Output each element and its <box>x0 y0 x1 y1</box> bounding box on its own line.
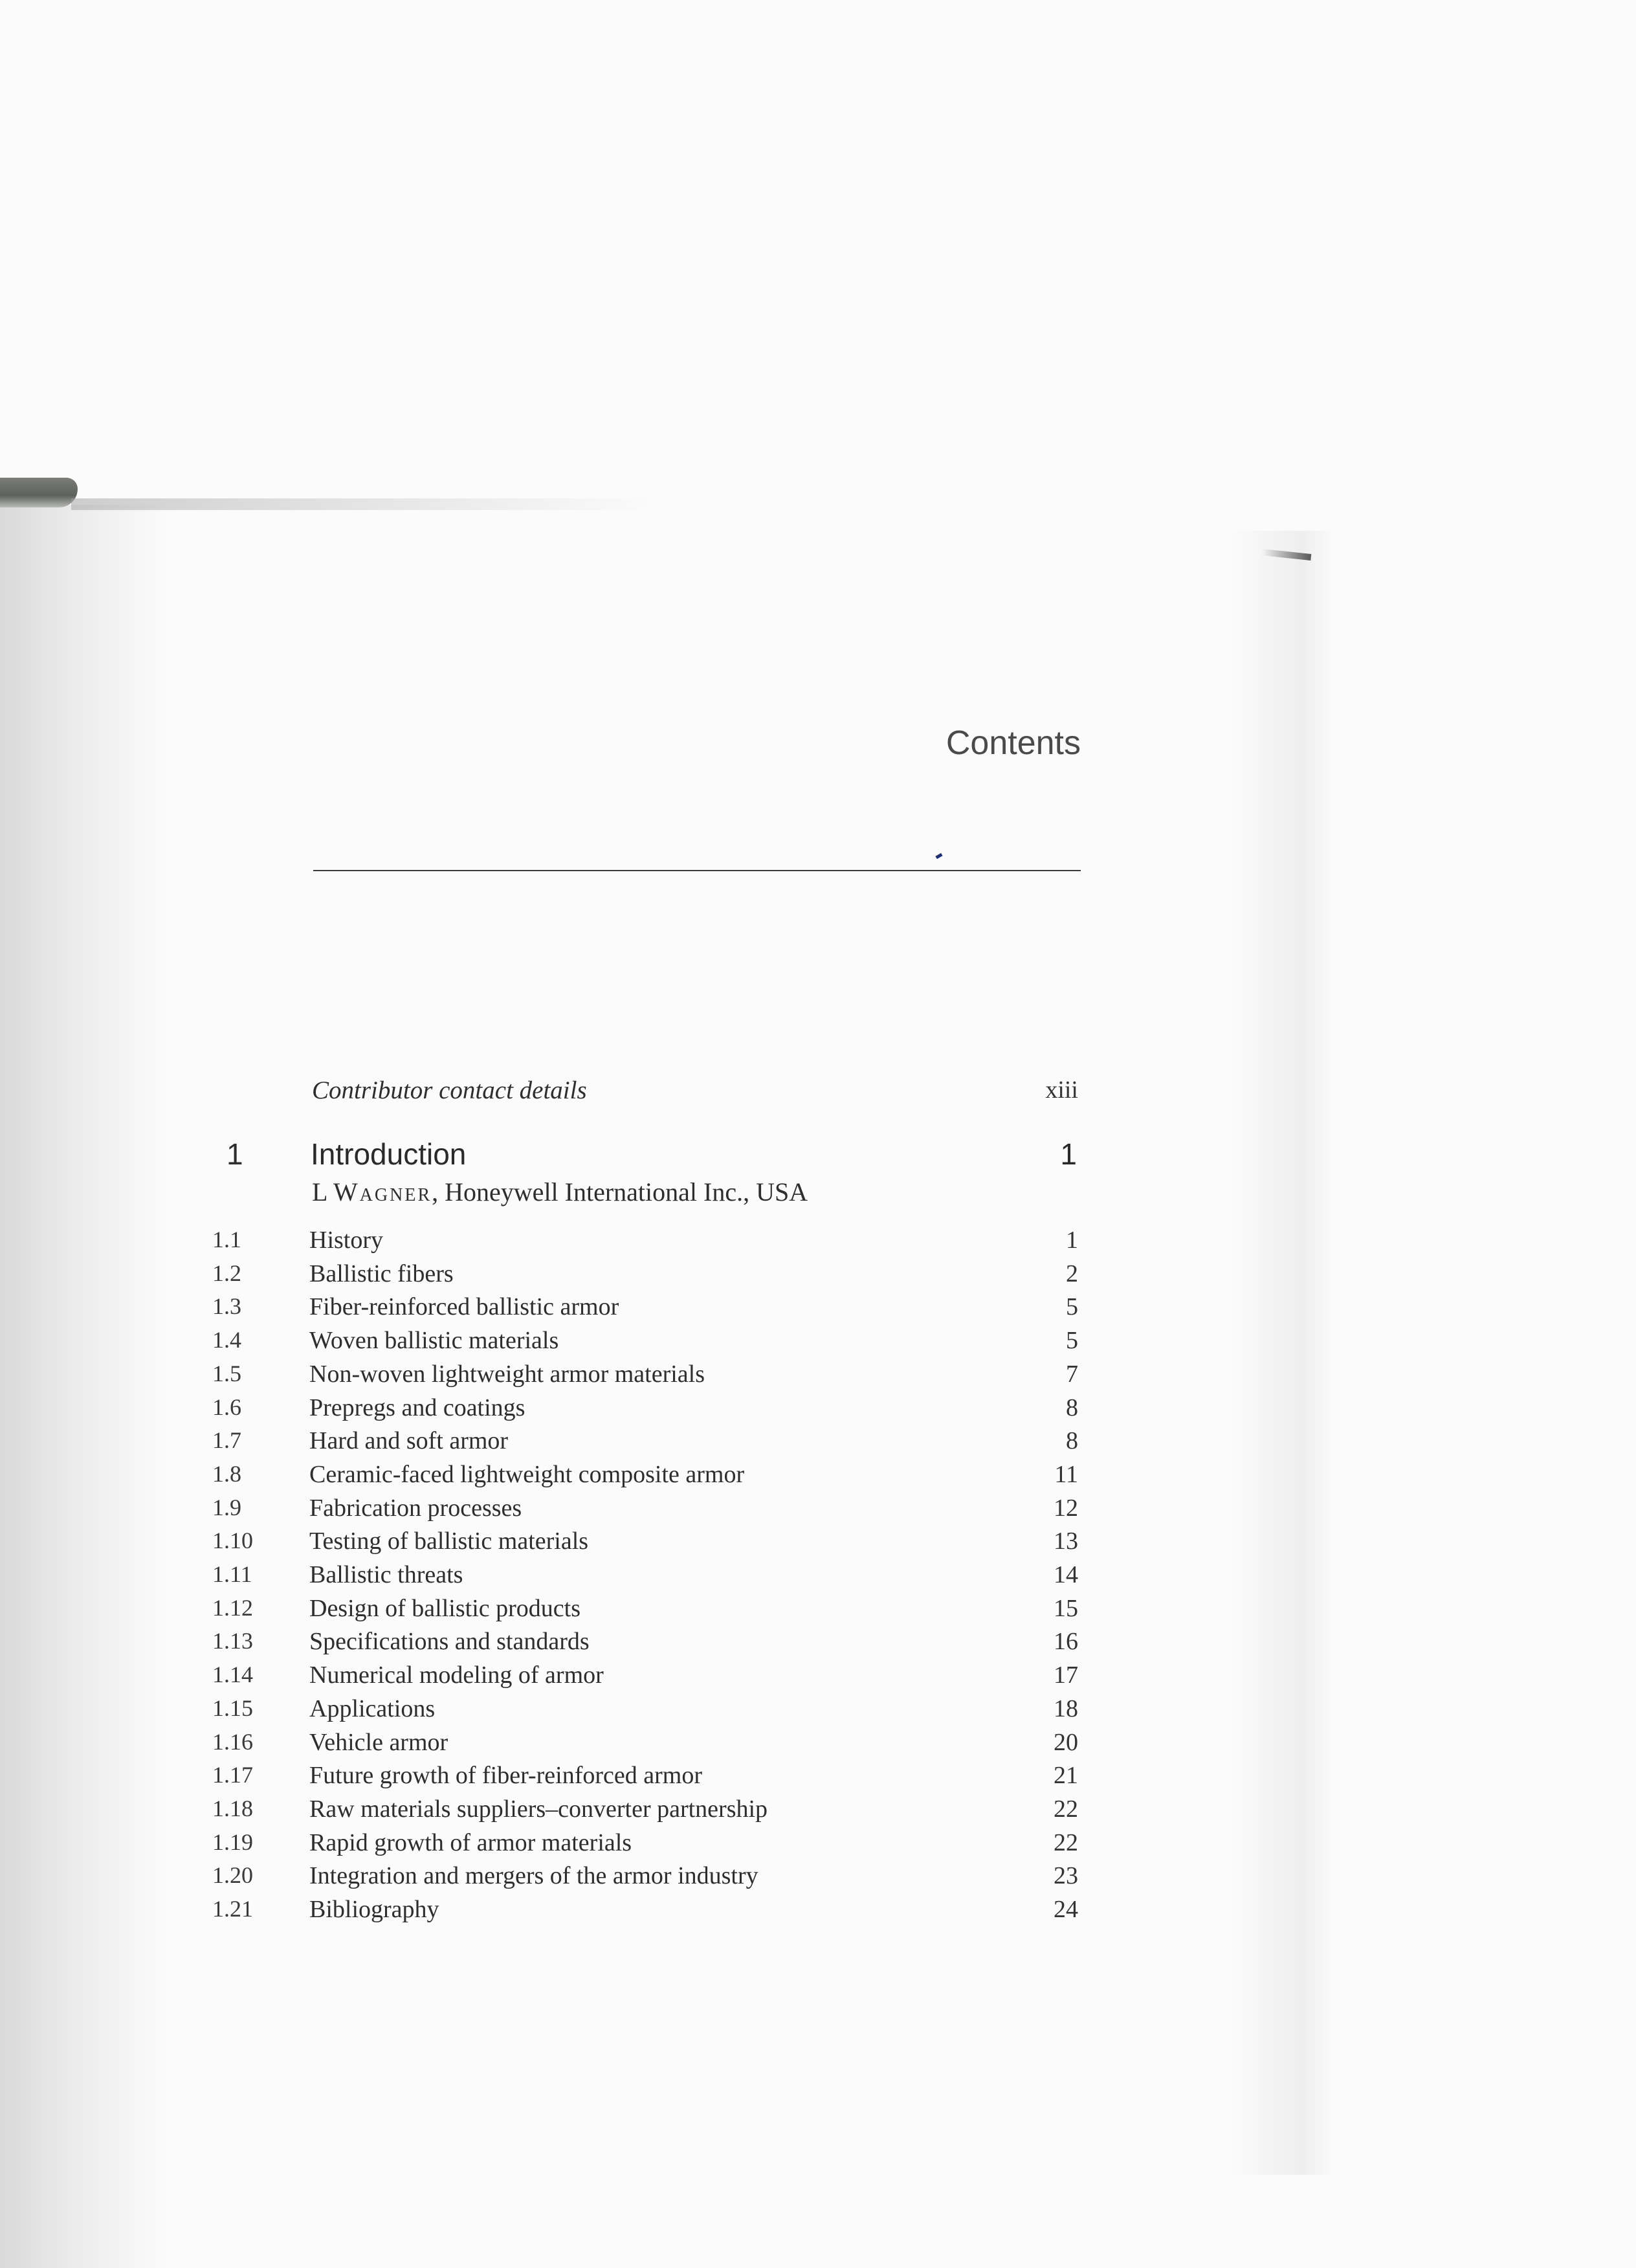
chapter-author <box>312 1177 808 1207</box>
section-title: Vehicle armor <box>309 1729 448 1756</box>
section-title: Numerical modeling of armor <box>309 1662 604 1689</box>
section-number: 1.14 <box>212 1662 253 1687</box>
section-page: 17 <box>1054 1662 1078 1689</box>
section-title: History <box>309 1227 383 1254</box>
section-number: 1.7 <box>212 1427 241 1453</box>
section-number: 1.19 <box>212 1829 253 1855</box>
section-number: 1.16 <box>212 1729 253 1755</box>
section-title: Fiber-reinforced ballistic armor <box>309 1293 619 1320</box>
toc-entry-page: xiii <box>1045 1076 1078 1104</box>
section-page: 22 <box>1054 1796 1078 1823</box>
section-number: 1.20 <box>212 1862 253 1888</box>
section-number: 1.6 <box>212 1394 241 1420</box>
section-title: Non-woven lightweight armor materials <box>309 1361 705 1388</box>
section-number: 1.15 <box>212 1695 253 1721</box>
section-page: 8 <box>1066 1427 1078 1454</box>
section-page: 12 <box>1054 1495 1078 1522</box>
section-title: Applications <box>309 1695 436 1722</box>
section-page: 11 <box>1054 1461 1078 1488</box>
section-page: 24 <box>1054 1896 1078 1923</box>
section-title: Ceramic-faced lightweight composite armor <box>309 1461 745 1488</box>
section-page: 2 <box>1066 1260 1078 1287</box>
section-title: Ballistic threats <box>309 1561 463 1588</box>
section-title: Raw materials suppliers–converter partnership <box>309 1796 768 1823</box>
section-title: Future growth of fiber-reinforced armor <box>309 1762 702 1789</box>
section-page: 20 <box>1054 1729 1078 1756</box>
section-title: Ballistic fibers <box>309 1260 454 1287</box>
section-page: 7 <box>1066 1361 1078 1388</box>
author-surname: Wagner <box>333 1177 432 1206</box>
section-number: 1.21 <box>212 1896 253 1922</box>
section-title: Hard and soft armor <box>309 1427 509 1454</box>
section-title: Design of ballistic products <box>309 1595 580 1622</box>
chapter-page: 1 <box>1060 1137 1077 1171</box>
section-page: 22 <box>1054 1829 1078 1856</box>
section-number: 1.1 <box>212 1227 241 1252</box>
chapter-number: 1 <box>227 1137 243 1171</box>
section-page: 13 <box>1054 1528 1078 1555</box>
section-number: 1.5 <box>212 1361 241 1386</box>
section-page: 23 <box>1054 1862 1078 1889</box>
section-number: 1.11 <box>212 1561 252 1587</box>
section-number: 1.3 <box>212 1293 241 1319</box>
toc-entry-title: Contributor contact details <box>312 1076 587 1104</box>
section-title: Fabrication processes <box>309 1495 522 1522</box>
section-number: 1.10 <box>212 1528 253 1553</box>
section-page: 15 <box>1054 1595 1078 1622</box>
section-page: 16 <box>1054 1628 1078 1655</box>
section-title: Bibliography <box>309 1896 439 1923</box>
section-number: 1.9 <box>212 1495 241 1520</box>
section-number: 1.8 <box>212 1461 241 1487</box>
page-title: Contents <box>945 724 1081 762</box>
section-page: 14 <box>1054 1561 1078 1588</box>
section-title: Prepregs and coatings <box>309 1394 525 1421</box>
section-page: 5 <box>1066 1327 1078 1354</box>
section-number: 1.13 <box>212 1628 253 1654</box>
section-title: Integration and mergers of the armor industry <box>309 1862 758 1889</box>
section-page: 18 <box>1054 1695 1078 1722</box>
section-number: 1.17 <box>212 1762 253 1788</box>
section-page: 5 <box>1066 1293 1078 1320</box>
section-page: 1 <box>1066 1227 1078 1254</box>
section-number: 1.4 <box>212 1327 241 1353</box>
section-page: 21 <box>1054 1762 1078 1789</box>
author-initial: L <box>312 1177 327 1206</box>
section-title: Specifications and standards <box>309 1628 590 1655</box>
section-number: 1.2 <box>212 1260 241 1286</box>
section-number: 1.12 <box>212 1595 253 1621</box>
section-title: Woven ballistic materials <box>309 1327 559 1354</box>
section-title: Testing of ballistic materials <box>309 1528 589 1555</box>
section-number: 1.18 <box>212 1796 253 1821</box>
section-title: Rapid growth of armor materials <box>309 1829 632 1856</box>
author-affiliation: , Honeywell International Inc., USA <box>432 1177 808 1206</box>
chapter-title: Introduction <box>311 1137 467 1171</box>
section-page: 8 <box>1066 1394 1078 1421</box>
